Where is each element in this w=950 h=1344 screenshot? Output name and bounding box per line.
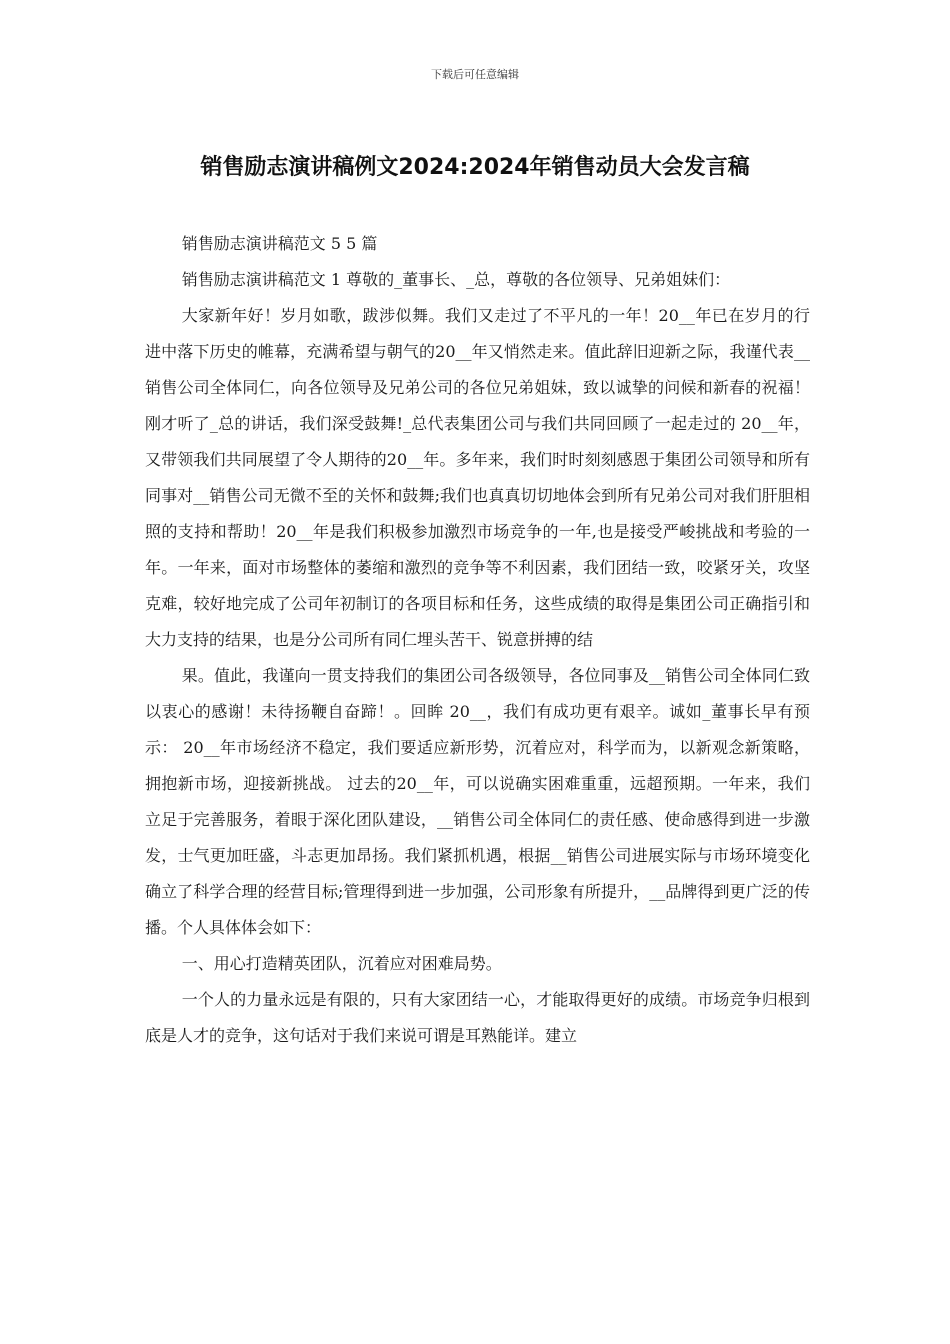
paragraph-team: 一个人的力量永远是有限的，只有大家团结一心，才能取得更好的成绩。市场竞争归根到底是人才的竞争，这句话对于我们来说可谓是耳熟能详。建立: [145, 990, 810, 1045]
document-title: 销售励志演讲稿例文2024:2024年销售动员大会发言稿: [200, 155, 750, 180]
page-header-note: 下载后可任意编辑: [431, 68, 519, 81]
paragraph-salutation: 销售励志演讲稿范文 1 尊敬的_董事长、_总，尊敬的各位领导、兄弟姐妹们：: [181, 270, 731, 289]
paragraph-section-heading: 一、用心打造精英团队，沉着应对困难局势。: [181, 954, 502, 973]
paragraph-thanks: 果。值此，我谨向一贯支持我们的集团公司各级领导，各位同事及__销售公司全体同仁致以衷心的感谢！未待扬鞭自奋蹄！。回眸 20__，我们有成功更有艰辛。诚如_董事长早有预示： 20__年市场经济不稳定，我们要适应新形势，沉着应对，科学而为，以新观念新策略，拥抱新市场，迎接新挑战。 过去的20__年，可以说确实困难重重，远超预期。一年来，我们立足于完善服务，着眼于深化团队建设，__销售公司全体同仁的责任感、使命感得到进一步激发，士气更加旺盛，斗志更加昂扬。我们紧抓机遇，根据__销售公司进展实际与市场环境变化确立了科学合理的经营目标;管理得到进一步加强，公司形象有所提升，__品牌得到更广泛的传播。个人具体体会如下：: [145, 666, 810, 937]
document-body: [145, 226, 810, 1054]
paragraph-greeting: 大家新年好！岁月如歌，跋涉似舞。我们又走过了不平凡的一年！20__年已在岁月的行进中落下历史的帷幕，充满希望与朝气的20__年又悄然走来。值此辞旧迎新之际，我谨代表__销售公司全体同仁，向各位领导及兄弟公司的各位兄弟姐妹，致以诚挚的问候和新春的祝福！刚才听了_总的讲话，我们深受鼓舞!_总代表集团公司与我们共同回顾了一起走过的 20__年，又带领我们共同展望了令人期待的20__年。多年来，我们时时刻刻感恩于集团公司领导和所有同事对__销售公司无微不至的关怀和鼓舞;我们也真真切切地体会到所有兄弟公司对我们肝胆相照的支持和帮助！20__年是我们积极参加激烈市场竞争的一年,也是接受严峻挑战和考验的一年。一年来，面对市场整体的萎缩和激烈的竞争等不利因素，我们团结一致，咬紧牙关，攻坚克难，较好地完成了公司年初制订的各项目标和任务，这些成绩的取得是集团公司正确指引和大力支持的结果，也是分公司所有同仁埋头苦干、锐意拼搏的结: [145, 306, 810, 649]
paragraph-subtitle: 销售励志演讲稿范文 5 5 篇: [181, 234, 378, 253]
